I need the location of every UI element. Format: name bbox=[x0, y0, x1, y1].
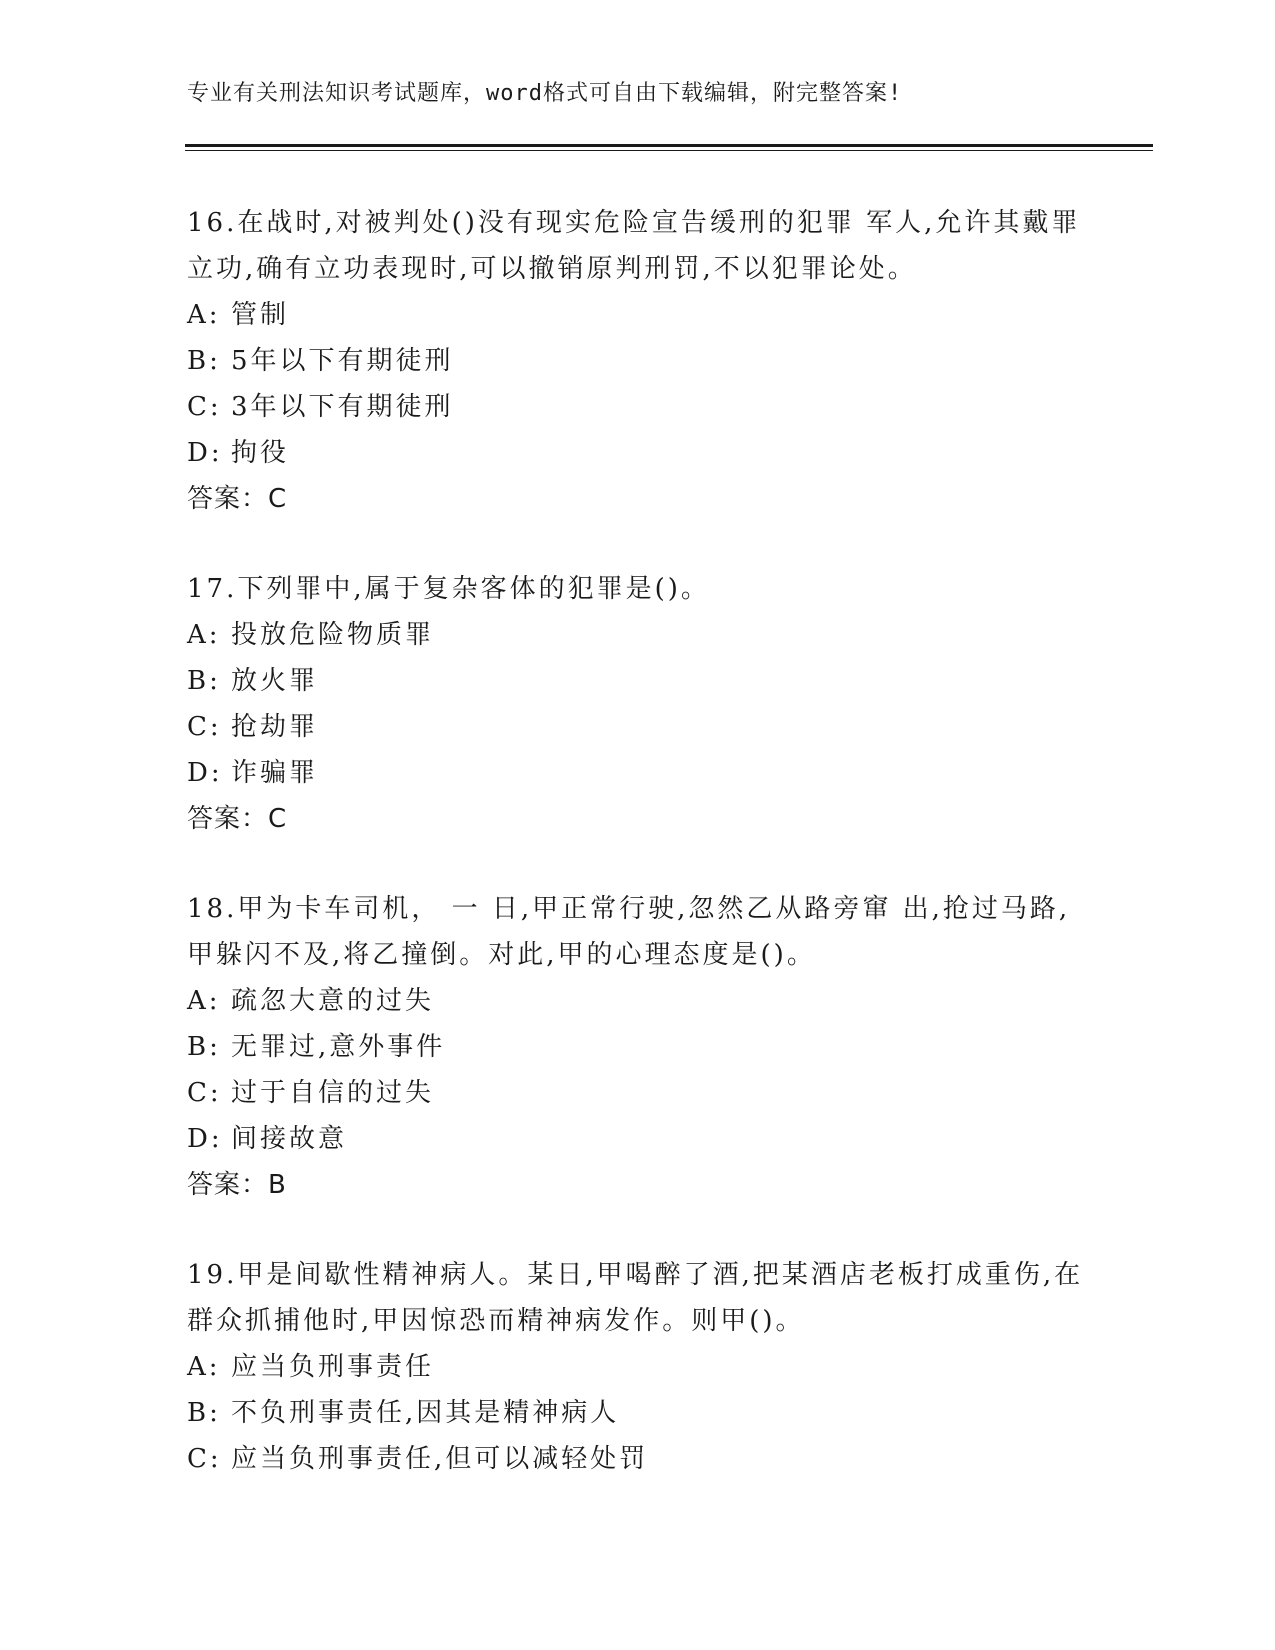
option-letter: A: bbox=[187, 1352, 221, 1382]
option-letter: B: bbox=[187, 1032, 221, 1062]
option-letter: C: bbox=[187, 392, 222, 422]
option-letter: D: bbox=[187, 438, 223, 468]
option-b bbox=[187, 338, 1087, 384]
option-letter: B: bbox=[187, 1398, 221, 1428]
answer-line: 答案：C bbox=[187, 804, 288, 834]
option-letter: C: bbox=[187, 1444, 222, 1474]
option-letter: C: bbox=[187, 1078, 222, 1108]
option-text: 抢劫罪 bbox=[231, 712, 319, 742]
option-c bbox=[187, 1436, 1087, 1482]
option-text: 应当负刑事责任 bbox=[231, 1352, 435, 1382]
option-text: 放火罪 bbox=[231, 666, 319, 696]
question-19 bbox=[187, 1252, 1087, 1482]
option-text: 疏忽大意的过失 bbox=[231, 986, 435, 1016]
option-letter: A: bbox=[187, 300, 221, 330]
option-letter: B: bbox=[187, 666, 221, 696]
header-divider bbox=[185, 144, 1153, 147]
option-d bbox=[187, 1116, 1087, 1162]
option-text: 应当负刑事责任,但可以减轻处罚 bbox=[231, 1444, 649, 1474]
question-list bbox=[187, 200, 1087, 1526]
option-letter: A: bbox=[187, 986, 221, 1016]
page-header: 专业有关刑法知识考试题库，word格式可自由下载编辑，附完整答案! bbox=[187, 81, 903, 106]
option-text: 拘役 bbox=[231, 438, 290, 468]
option-d bbox=[187, 750, 1087, 796]
option-letter: D: bbox=[187, 758, 223, 788]
question-stem: 18.甲为卡车司机， 一 日,甲正常行驶,忽然乙从路旁窜 出,抢过马路,甲躲闪不及,将乙撞倒。对此,甲的心理态度是()。 bbox=[187, 894, 1071, 970]
option-a bbox=[187, 1344, 1087, 1390]
option-text: 5年以下有期徒刑 bbox=[231, 346, 454, 376]
question-18 bbox=[187, 886, 1087, 1208]
option-text: 过于自信的过失 bbox=[231, 1078, 435, 1108]
option-text: 投放危险物质罪 bbox=[231, 620, 435, 650]
option-c bbox=[187, 384, 1087, 430]
option-d bbox=[187, 430, 1087, 476]
option-text: 无罪过,意外事件 bbox=[231, 1032, 446, 1062]
option-a bbox=[187, 292, 1087, 338]
option-b bbox=[187, 1390, 1087, 1436]
question-stem: 19.甲是间歇性精神病人。某日,甲喝醉了酒,把某酒店老板打成重伤,在群众抓捕他时,甲因惊恐而精神病发作。则甲()。 bbox=[187, 1260, 1084, 1336]
option-c bbox=[187, 704, 1087, 750]
header-divider-thin bbox=[185, 150, 1153, 151]
option-letter: C: bbox=[187, 712, 222, 742]
question-stem: 16.在战时,对被判处()没有现实危险宣告缓刑的犯罪 军人,允许其戴罪立功,确有立功表现时,可以撤销原判刑罚,不以犯罪论处。 bbox=[187, 208, 1081, 284]
option-text: 不负刑事责任,因其是精神病人 bbox=[231, 1398, 620, 1428]
option-b bbox=[187, 1024, 1087, 1070]
option-c bbox=[187, 1070, 1087, 1116]
option-a bbox=[187, 978, 1087, 1024]
option-text: 诈骗罪 bbox=[231, 758, 319, 788]
question-17 bbox=[187, 566, 1087, 842]
option-letter: D: bbox=[187, 1124, 223, 1154]
answer-line: 答案：C bbox=[187, 484, 288, 514]
option-a bbox=[187, 612, 1087, 658]
option-text: 间接故意 bbox=[231, 1124, 348, 1154]
option-b bbox=[187, 658, 1087, 704]
option-text: 管制 bbox=[231, 300, 290, 330]
option-letter: B: bbox=[187, 346, 221, 376]
question-16 bbox=[187, 200, 1087, 522]
option-text: 3年以下有期徒刑 bbox=[231, 392, 454, 422]
answer-line: 答案：B bbox=[187, 1170, 287, 1200]
option-letter: A: bbox=[187, 620, 221, 650]
question-stem: 17.下列罪中,属于复杂客体的犯罪是()。 bbox=[187, 574, 710, 604]
